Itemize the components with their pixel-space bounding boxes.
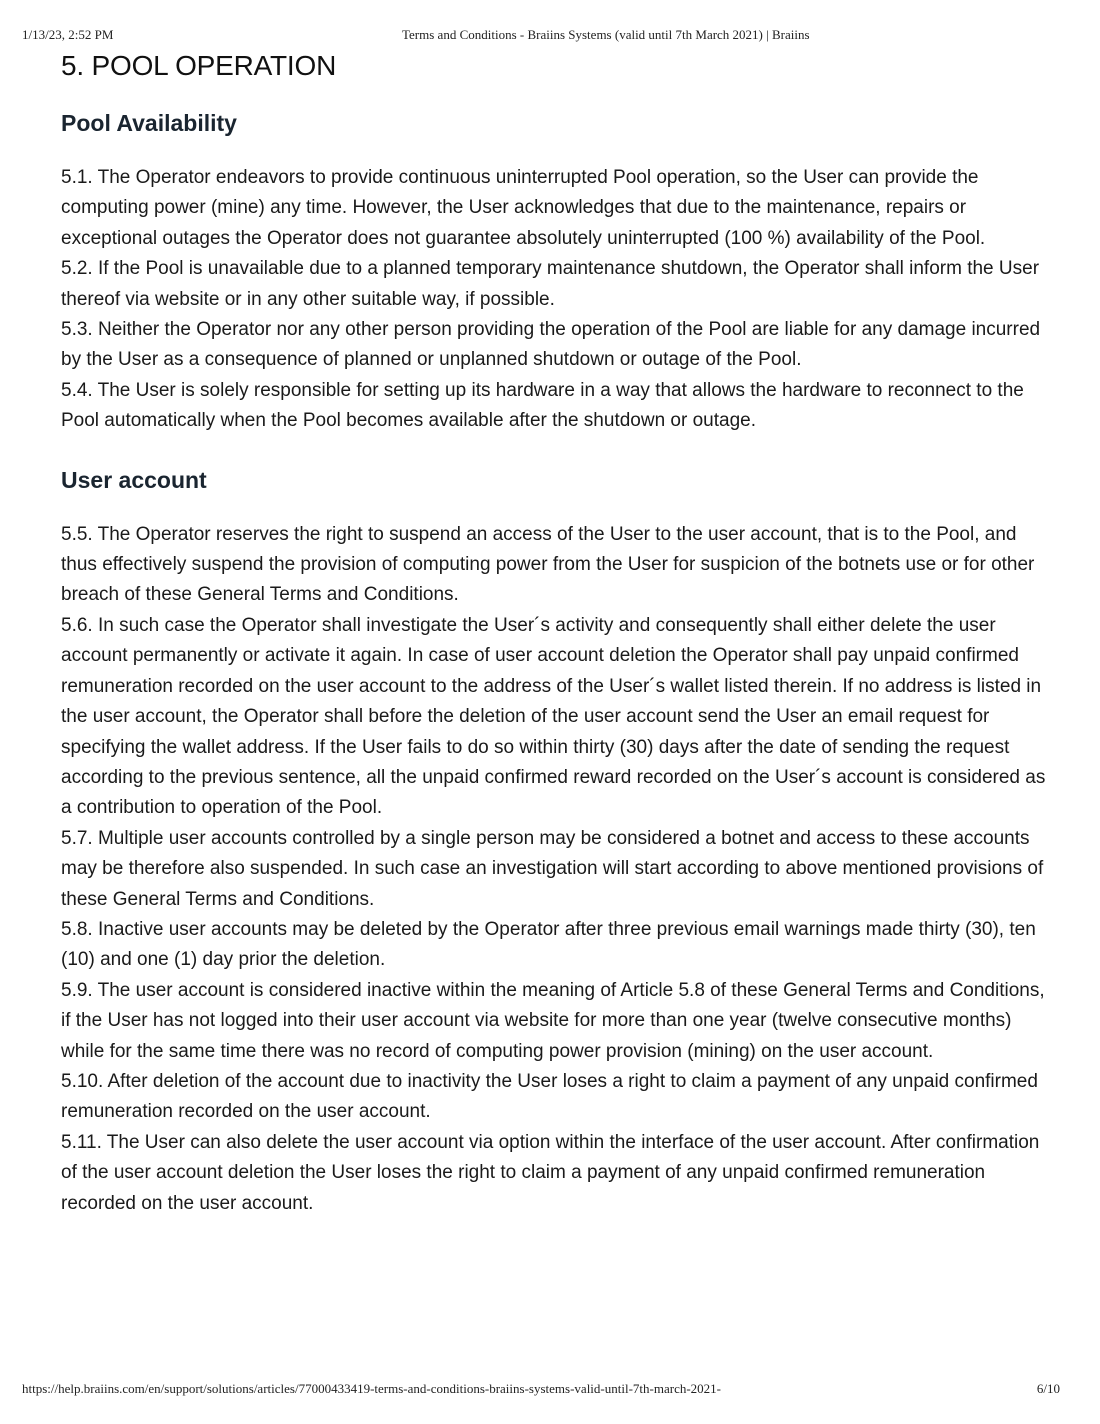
section-title: 5. POOL OPERATION	[61, 50, 337, 81]
paragraph-block	[61, 520, 1051, 1219]
paragraph-5-5: 5.5. The Operator reserves the right to suspend an access of the User to the user account, that is to the Pool, and thus effectively suspend the provision of computing power from the User for suspicion of the botnets use or for other breach of these General Terms and Conditions.	[61, 523, 1035, 606]
paragraph-5-7: 5.7. Multiple user accounts controlled by a single person may be considered a botnet and access to these accounts may be therefore also suspended. In such case an investigation will start according to above mentioned provisions of these General Terms and Conditions.	[61, 827, 1044, 910]
print-datetime: 1/13/23, 2:52 PM	[22, 27, 114, 42]
paragraph-5-2: 5.2. If the Pool is unavailable due to a planned temporary maintenance shutdown, the Operator shall inform the User thereof via website or in any other suitable way, if possible.	[61, 258, 1040, 310]
page-number: 6/10	[1036, 1381, 1060, 1396]
paragraph-5-10: 5.10. After deletion of the account due to inactivity the User loses a right to claim a payment of any unpaid confirmed remuneration recorded on the user account.	[61, 1070, 1038, 1123]
paragraph-5-4: 5.4. The User is solely responsible for setting up its hardware in a way that allows the hardware to reconnect to the Pool automatically when the Pool becomes available after the shutdown or outage.	[61, 379, 1024, 432]
paragraph-5-3: 5.3. Neither the Operator nor any other person providing the operation of the Pool are liable for any damage incurred by the User as a consequence of planned or unplanned shutdown or outage of the Pool.	[61, 319, 1041, 371]
print-page-title: Terms and Conditions - Braiins Systems (valid until 7th March 2021) | Braiins	[402, 27, 810, 42]
subsection-heading: Pool Availability	[61, 110, 237, 136]
paragraph-block	[61, 163, 1051, 437]
print-footer	[22, 1381, 1060, 1399]
paragraph-5-9: 5.9. The user account is considered inactive within the meaning of Article 5.8 of these General Terms and Conditions, if the User has not logged into their user account via website for more than one year (twelve consecutive months) while for the same time there was no record of computing power provision (mining) on the user account.	[61, 979, 1045, 1062]
paragraph-5-11: 5.11. The User can also delete the user account via option within the interface of the user account. After confirmation of the user account deletion the User loses the right to claim a payment of any unpaid confirmed remuneration recorded on the user account.	[61, 1131, 1040, 1214]
paragraph-5-6: 5.6. In such case the Operator shall investigate the User´s activity and consequently shall either delete the user account permanently or activate it again. In case of user account deletion the Operator shall pay unpaid confirmed remuneration recorded on the user account to the address of the User´s wallet listed therein. If no address is listed in the user account, the Operator shall before the deletion of the user account send the User an email request for specifying the wallet address. If the User fails to do so within thirty (30) days after the date of sending the request according to the previous sentence, all the unpaid confirmed reward recorded on the User´s account is considered as a contribution to operation of the Pool.	[61, 614, 1046, 819]
subsection-user-account	[61, 465, 1051, 1219]
paragraph-5-8: 5.8. Inactive user accounts may be deleted by the Operator after three previous email warnings made thirty (30), ten (10) and one (1) day prior the deletion.	[61, 918, 1036, 971]
paragraph-5-1: 5.1. The Operator endeavors to provide continuous uninterrupted Pool operation, so the User can provide the computing power (mine) any time. However, the User acknowledges that due to the maintenance, repairs or exceptional outages the Operator does not guarantee absolutely uninterrupted (100 %) availability of the Pool.	[61, 167, 986, 249]
article-content	[61, 48, 1051, 1219]
subsection-pool-availability	[61, 108, 1051, 437]
print-header	[22, 27, 1060, 45]
print-url: https://help.braiins.com/en/support/solutions/articles/77000433419-terms-and-conditions-braiins-systems-valid-until-7th-march-2021-	[22, 1381, 721, 1396]
subsection-heading: User account	[61, 466, 207, 493]
